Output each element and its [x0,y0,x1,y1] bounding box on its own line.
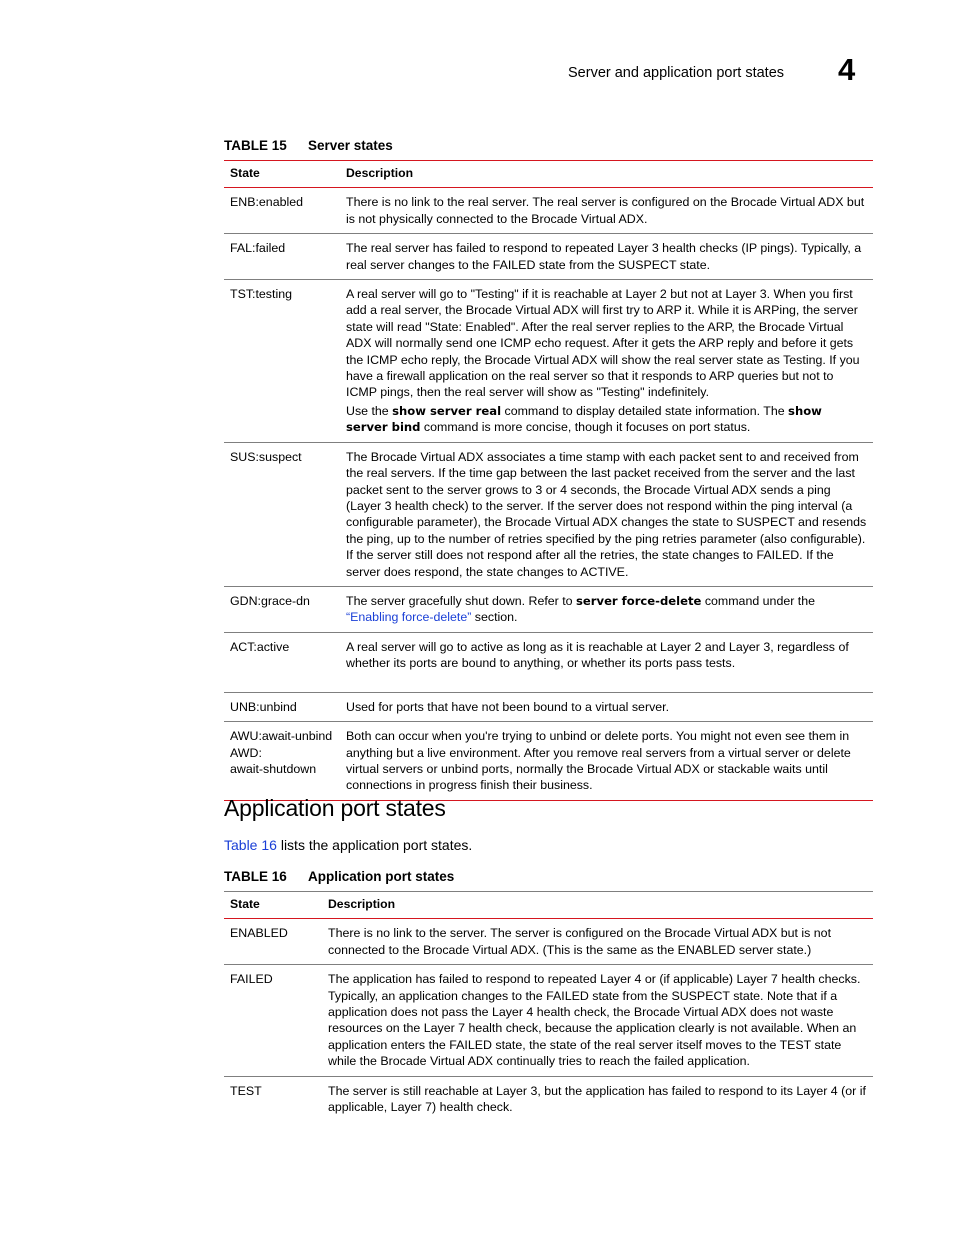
description-cell: There is no link to the real server. The real server is configured on the Brocade Virtual ADX but is not physically connected to the Brocade Virtual ADX. [346,195,865,226]
description-paragraph [346,403,867,436]
text-run: command to display detailed state information. The [501,403,789,418]
text-run: command under the [701,593,816,608]
description-cell: There is no link to the server. The server is configured on the Brocade Virtual ADX but is not connected to the Brocade Virtual ADX. (This is the same as the ENABLED server state.) [328,926,832,957]
state-line: AWD: [230,745,262,760]
state-cell: FAL:failed [224,234,340,280]
text-run: The server gracefully shut down. Refer to [346,593,577,608]
column-header-state: State [224,161,340,188]
description-cell [340,586,873,632]
description-cell: A real server will go to active as long as it is reachable at Layer 2 and Layer 3, regardless of whether its ports are bound to anything, or whether its ports pass tests. [340,632,873,692]
description-cell: The application has failed to respond to repeated Layer 4 or (if applicable) Layer 7 health checks. Typically, an application changes to the FAILED state from the SUSPECT state. Note that if a application does not pass the Layer 4 health check, the Brocade Virtual ADX does not waste resources on the Layer 7 health check, because the application clearly is not available. When an application enters the FAILED state, the state of the real server itself moves to the TEST state while the Brocade Virtual ADX continually tries to reach the failed application. [322,965,873,1076]
text-run: section. [471,610,518,625]
table-15-number: TABLE 15 [224,138,287,153]
server-states-table [224,160,873,801]
state-cell: ACT:active [224,632,340,692]
table-15-title: Server states [308,138,393,153]
command-show-server-bind: show server bind [346,403,822,435]
state-cell: ENB:enabled [230,195,304,210]
description-cell: The server is still reachable at Layer 3, but the application has failed to respond to its Layer 4 (or if applicable, Layer 7) health check. [322,1076,873,1121]
state-cell: ENABLED [230,926,288,941]
state-line: AWU:await-unbind [230,729,333,744]
state-cell: TEST [224,1076,322,1121]
table-15-caption [224,138,393,153]
table-row [224,692,873,721]
description-cell: Both can occur when you're trying to unbind or delete ports. You might not even see them in anything but a live environment. After you remove real servers from a virtual server or delete virtual servers or unbind ports, normally the Brocade Virtual ADX or stackable waits until connections in progress finish their business. [340,722,873,801]
text-run: Use the [346,403,393,418]
column-header-state: State [224,892,322,919]
state-cell: FAILED [224,965,322,1076]
command-show-server-real: show server real [392,403,502,418]
description-cell: The Brocade Virtual ADX associates a time stamp with each packet sent to and received from the real servers. If the time gap between the last packet received from the server and the last packet sent to the server grows to 3 or 4 seconds, the Brocade Virtual ADX sends a ping (Layer 3 health check) to the server. If the server does not respond within the ping interval (a configurable parameter), the Brocade Virtual ADX changes the state to SUSPECT and resends the ping, up to the number of retries specified by the ping retries parameter (also configurable). If the server still does not respond after all the retries, the state changes to FAILED. If the server does respond, the state changes to ACTIVE. [340,442,873,586]
state-cell: TST:testing [224,280,340,443]
running-header-title: Server and application port states [568,65,785,81]
intro-text: lists the application port states. [276,837,473,853]
application-port-states-table [224,891,873,1121]
state-cell [224,722,340,801]
column-header-description: Description [322,892,873,919]
table-16-caption [224,869,454,884]
state-cell: UNB:unbind [224,692,340,721]
state-cell: GDN:grace-dn [224,586,340,632]
description-paragraph: A real server will go to "Testing" if it is reachable at Layer 2 but not at Layer 3. When you first add a real server, the Brocade Virtual ADX will first try to ARP it. While it is ARPing, the server state will read "State: Enabled". After the real server replies to the ARP, the Brocade Virtual ADX will normally send one ICMP echo request. After it gets the ARP reply and before it gets the ICMP echo reply, the Brocade Virtual ADX will show the real server state as Testing. If you have a firewall application on the real server so that it responds to ARP queries but not to ICMP pings, then the real server will show as "Testing" indefinitely. [346,287,860,400]
description-cell: The real server has failed to respond to repeated Layer 3 health checks (IP pings). Typically, a real server changes to the FAILED state from the SUSPECT state. [340,234,873,280]
table-16-number: TABLE 16 [224,869,287,884]
table-row [224,280,873,443]
table-row [224,586,873,632]
state-line: await-shutdown [230,761,317,776]
section-heading: Application port states [224,795,446,821]
table-16-title: Application port states [308,869,455,884]
state-cell: SUS:suspect [224,442,340,586]
text-run: command is more concise, though it focuses on port status. [420,420,751,435]
description-cell: Used for ports that have not been bound to a virtual server. [340,692,873,721]
table-header-row [224,892,873,919]
table-row [224,442,873,586]
table-16-link[interactable]: Table 16 [224,837,277,853]
table-header-row [224,161,873,188]
table-row [224,919,873,965]
table-row [224,1076,873,1121]
table-row [224,188,873,234]
table-row [224,234,873,280]
table-row [224,722,873,801]
description-cell [340,280,873,443]
chapter-number: 4 [838,52,856,87]
table-row [224,632,873,692]
section-intro [224,837,472,853]
table-row [224,965,873,1076]
column-header-description: Description [340,161,873,188]
command-server-force-delete: server force-delete [576,593,702,608]
enabling-force-delete-link[interactable]: “Enabling force-delete” [346,610,472,625]
